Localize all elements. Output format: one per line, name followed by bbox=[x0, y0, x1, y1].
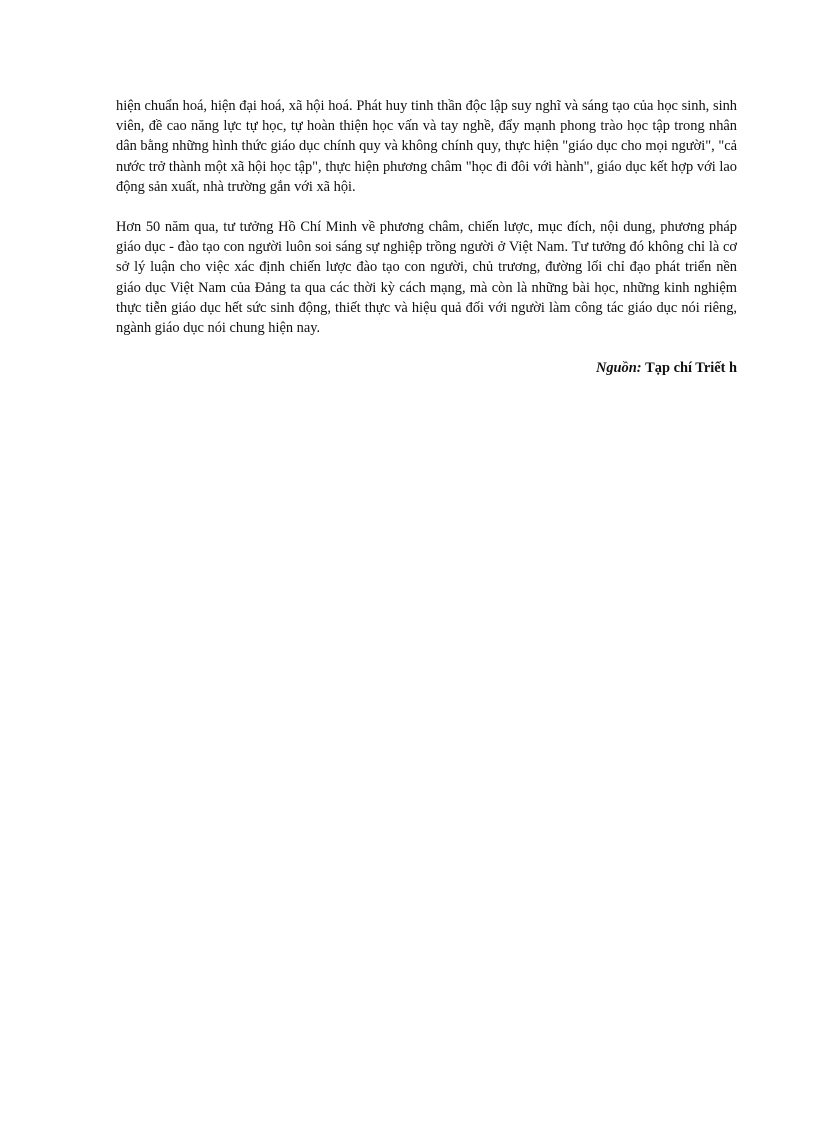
source-label: Nguồn: bbox=[595, 360, 642, 377]
paragraph-2: Hơn 50 năm qua, tư tưởng Hồ Chí Minh về phương châm, chiến lược, mục đích, nội dung, phương pháp giáo dục - đào tạo con người luôn soi sáng sự nghiệp trồng người ở Việt Nam. Tư tưởng đó không chỉ là cơ sở lý luận cho việc xác định chiến lược đào tạo con người, chủ trương, đường lối chỉ đạo phát triển nền giáo dục Việt Nam của Đảng ta qua các thời kỳ cách mạng, mà còn là những bài học, những kinh nghiệm thực tiễn giáo dục hết sức sinh động, thiết thực và hiệu quả đối với người làm công tác giáo dục nói riêng, ngành giáo dục nói chung hiện nay. bbox=[116, 219, 737, 337]
source-name: Tạp chí Triết h bbox=[645, 360, 737, 377]
document-body bbox=[116, 96, 737, 378]
source-citation bbox=[116, 358, 737, 378]
paragraph-1: hiện chuẩn hoá, hiện đại hoá, xã hội hoá. Phát huy tinh thần độc lập suy nghĩ và sáng tạo của học sinh, sinh viên, đề cao năng lực tự học, tự hoàn thiện học vấn và tay nghề, đẩy mạnh phong trào học tập trong nhân dân bằng những hình thức giáo dục chính quy và không chính quy, thực hiện "giáo dục cho mọi người", "cả nước trở thành một xã hội học tập", thực hiện phương châm "học đi đôi với hành", giáo dục kết hợp với lao động sản xuất, nhà trường gắn với xã hội. bbox=[116, 98, 737, 195]
